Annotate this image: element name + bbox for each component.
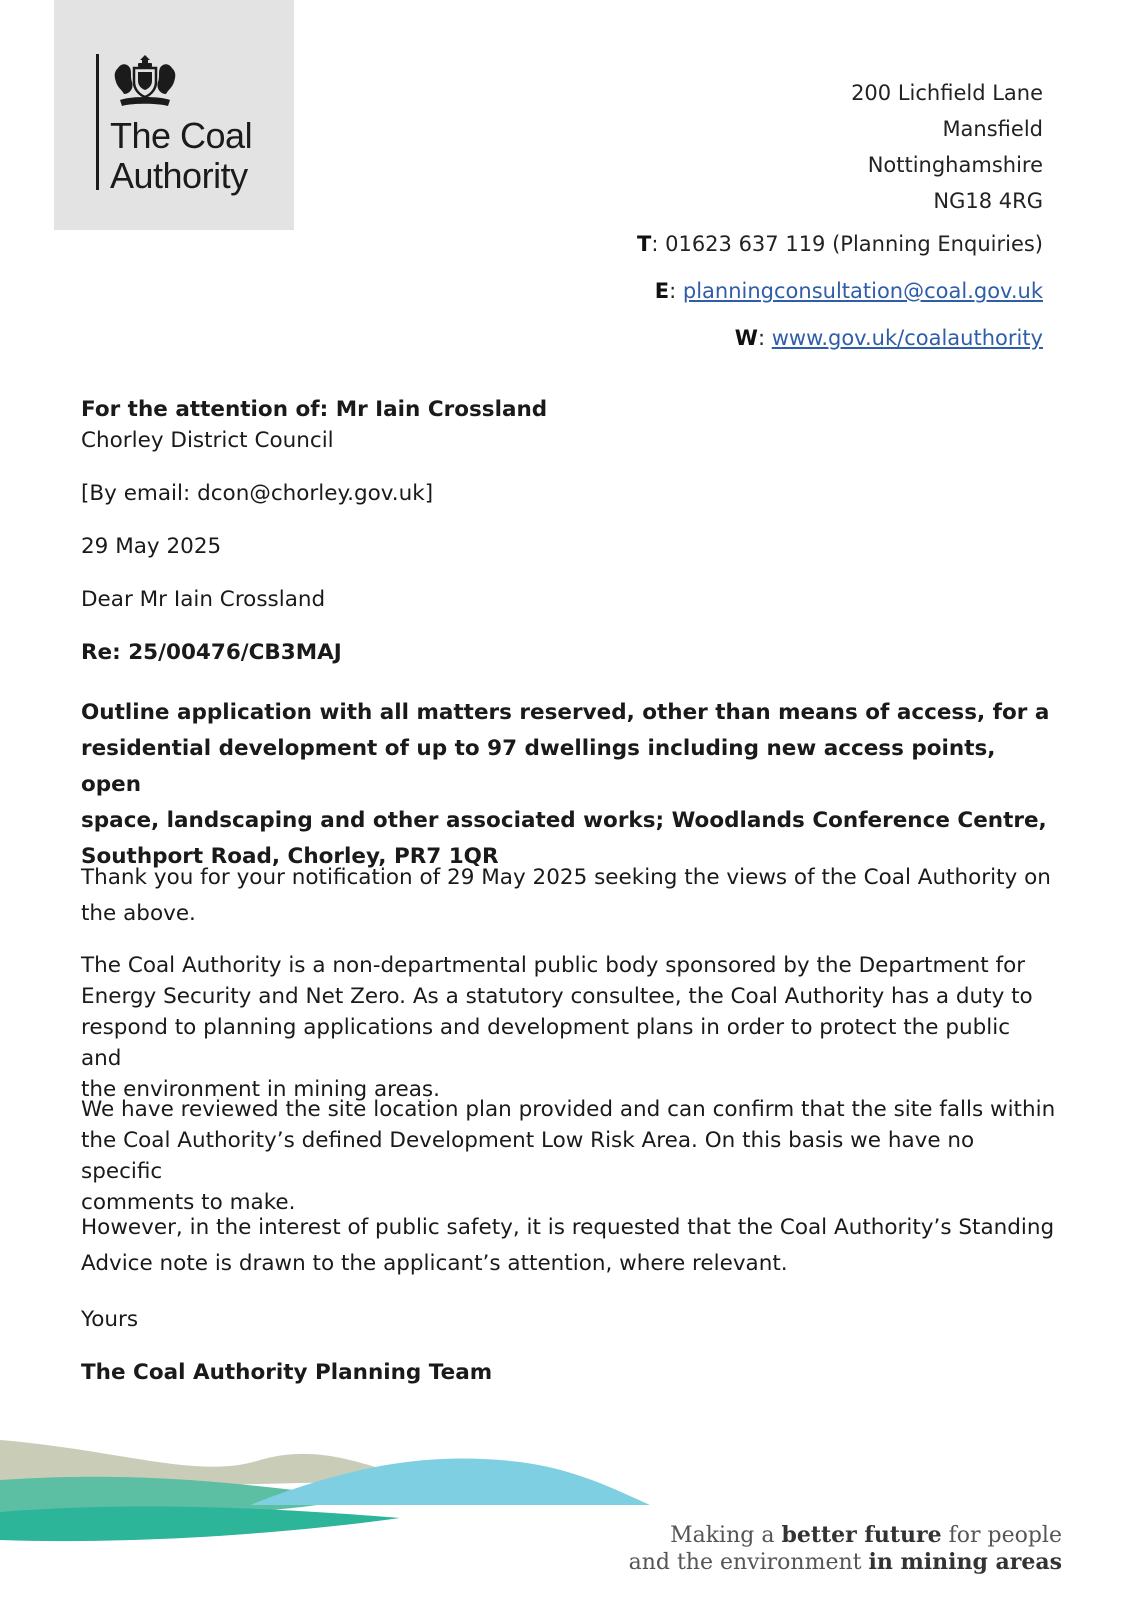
paragraph-line: Advice note is drawn to the applicant’s attention, where relevant.	[81, 1251, 788, 1276]
footer-tagline	[629, 1522, 1062, 1576]
attention-line: For the attention of: Mr Iain Crossland	[81, 397, 548, 422]
phone-row: T: 01623 637 119 (Planning Enquiries)	[637, 232, 1043, 256]
paragraph-safety	[81, 1210, 1057, 1282]
tagline-text: and the environment	[628, 1550, 869, 1575]
footer-wave-decoration	[0, 1440, 1132, 1600]
recipient-organisation: Chorley District Council	[81, 428, 334, 453]
subject-line: Outline application with all matters reserved, other than means of access, for a	[81, 700, 1050, 725]
paragraph-line: respond to planning applications and development plans in order to protect the public and	[81, 1015, 1011, 1071]
paragraph-line: Thank you for your notification of 29 May 2025 seeking the views of the Coal Authority on	[81, 865, 1051, 890]
paragraph-notification	[81, 860, 1057, 932]
wave-teal-dark	[0, 1506, 400, 1541]
paragraph-line: the environment in mining areas.	[81, 1077, 440, 1102]
paragraph-line: the Coal Authority’s defined Development Low Risk Area. On this basis we have no specific	[81, 1128, 975, 1184]
logo-line-2: Authority	[110, 155, 248, 196]
address-line: NG18 4RG	[933, 189, 1043, 213]
paragraph-about	[81, 950, 1057, 1105]
coal-authority-logo	[54, 0, 294, 230]
paragraph-line: We have reviewed the site location plan provided and can confirm that the site falls within	[81, 1097, 1056, 1122]
paragraph-line: Energy Security and Net Zero. As a statutory consultee, the Coal Authority has a duty to	[81, 984, 1033, 1009]
tagline-text: Making a	[670, 1523, 782, 1548]
paragraph-line: The Coal Authority is a non-departmental public body sponsored by the Department for	[81, 953, 1026, 978]
reference-line: Re: 25/00476/CB3MAJ	[81, 640, 342, 665]
subject-line: space, landscaping and other associated works; Woodlands Conference Centre,	[81, 808, 1047, 833]
address-line: 200 Lichfield Lane	[851, 81, 1043, 105]
email-link[interactable]: planningconsultation@coal.gov.uk	[682, 279, 1043, 303]
royal-crest-icon	[112, 54, 178, 110]
subject-heading	[81, 695, 1057, 875]
paragraph-line: However, in the interest of public safety, it is requested that the Coal Authority’s Standing	[81, 1215, 1055, 1240]
tagline-emphasis: in mining areas	[868, 1549, 1062, 1575]
paragraph-line: the above.	[81, 901, 196, 926]
salutation: Dear Mr Iain Crossland	[81, 587, 326, 612]
phone-value: 01623 637 119 (Planning Enquiries)	[665, 232, 1043, 256]
address-line: Nottinghamshire	[867, 153, 1043, 177]
logo-divider-bar	[96, 54, 99, 190]
recipient-block	[81, 394, 1057, 456]
subject-line: residential development of up to 97 dwellings including new access points, open	[81, 736, 996, 797]
logo-line-1: The Coal	[110, 115, 253, 156]
website-link[interactable]: www.gov.uk/coalauthority	[771, 326, 1043, 350]
tagline-line-2	[629, 1549, 1062, 1576]
closing: Yours	[81, 1307, 139, 1332]
tagline-emphasis: better future	[781, 1522, 942, 1548]
tagline-line-1	[629, 1522, 1062, 1549]
paragraph-review	[81, 1094, 1057, 1218]
sender-address	[851, 75, 1043, 219]
tagline-text: for people	[941, 1523, 1062, 1548]
letter-date: 29 May 2025	[81, 534, 222, 559]
phone-label: T	[637, 232, 652, 256]
web-label: W	[734, 326, 758, 350]
subject-line: Southport Road, Chorley, PR7 1QR	[81, 844, 499, 869]
recipient-email: [By email: dcon@chorley.gov.uk]	[81, 481, 434, 506]
email-row: E: planningconsultation@coal.gov.uk	[654, 279, 1043, 303]
address-line: Mansfield	[942, 117, 1043, 141]
web-row: W: www.gov.uk/coalauthority	[734, 326, 1043, 350]
email-label: E	[654, 279, 670, 303]
signature: The Coal Authority Planning Team	[81, 1360, 493, 1385]
paragraph-line: comments to make.	[81, 1190, 296, 1215]
sender-contacts	[637, 229, 1043, 370]
logo-wordmark	[110, 116, 252, 196]
